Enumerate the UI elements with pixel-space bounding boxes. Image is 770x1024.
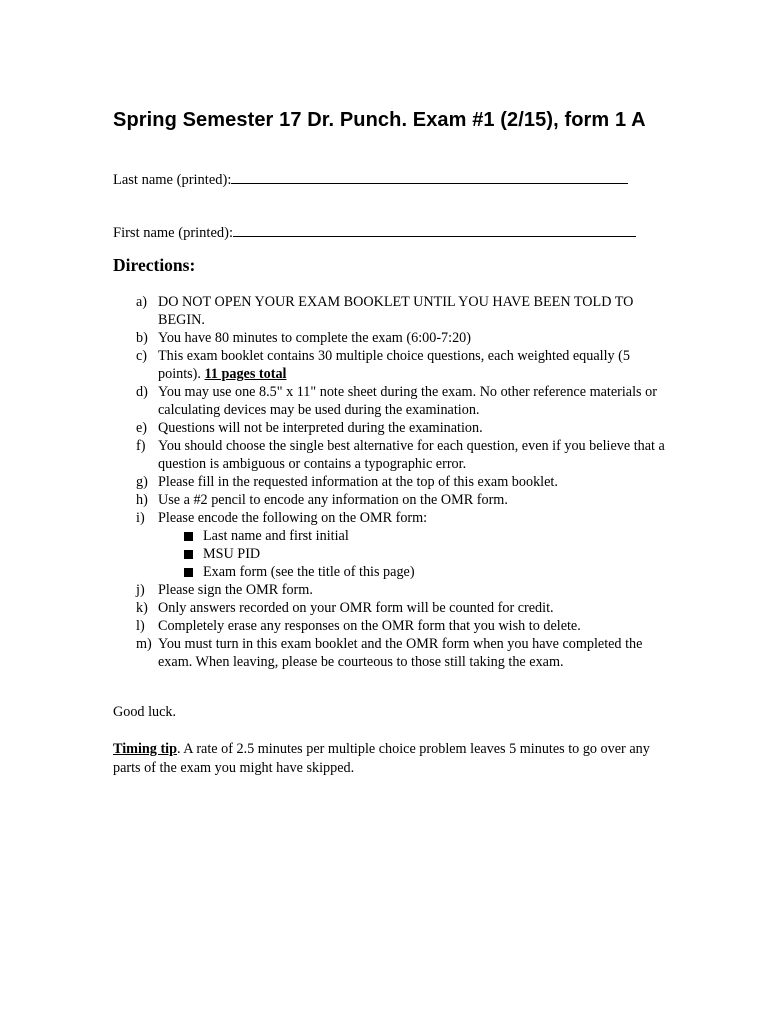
timing-tip-text: . A rate of 2.5 minutes per multiple choice problem leaves 5 minutes to go over any parts of the exam you might have skipped. <box>113 741 650 776</box>
pages-total-emphasis: 11 pages total <box>204 366 287 382</box>
list-item <box>113 509 673 581</box>
list-item <box>113 491 673 509</box>
list-item <box>113 383 673 419</box>
timing-tip <box>113 740 658 778</box>
square-bullet-icon <box>184 532 193 541</box>
item-letter: b) <box>136 330 148 346</box>
directions-list <box>113 293 673 671</box>
first-name-field[interactable] <box>113 221 636 242</box>
sub-item-text: MSU PID <box>203 546 261 562</box>
item-text: Use a #2 pencil to encode any information on the OMR form. <box>158 492 508 508</box>
last-name-line[interactable] <box>231 168 628 184</box>
item-letter: k) <box>136 600 148 616</box>
item-letter: l) <box>136 618 145 634</box>
item-text: Questions will not be interpreted during the examination. <box>158 420 483 436</box>
list-item <box>113 419 673 437</box>
omr-sublist <box>158 527 673 581</box>
list-item <box>113 293 673 329</box>
list-item <box>113 617 673 635</box>
item-text: Completely erase any responses on the OMR form that you wish to delete. <box>158 618 581 634</box>
directions-heading: Directions: <box>113 255 196 275</box>
item-letter: m) <box>136 636 152 652</box>
item-letter: a) <box>136 294 148 310</box>
square-bullet-icon <box>184 550 193 559</box>
item-letter: c) <box>136 348 148 364</box>
sub-list-item <box>158 545 673 563</box>
item-letter: g) <box>136 474 148 490</box>
item-text: Only answers recorded on your OMR form will be counted for credit. <box>158 600 554 616</box>
square-bullet-icon <box>184 568 193 577</box>
exam-title: Spring Semester 17 Dr. Punch. Exam #1 (2/15), form 1 A <box>113 109 646 131</box>
first-name-label: First name (printed): <box>113 225 234 241</box>
sub-list-item <box>158 527 673 545</box>
list-item <box>113 599 673 617</box>
list-item <box>113 347 673 383</box>
item-letter: i) <box>136 510 145 526</box>
list-item <box>113 329 673 347</box>
list-item <box>113 473 673 491</box>
item-text: Please encode the following on the OMR form: <box>158 510 428 526</box>
item-letter: f) <box>136 438 146 454</box>
list-item <box>113 437 673 473</box>
good-luck-text: Good luck. <box>113 704 177 720</box>
list-item <box>113 635 673 671</box>
list-item <box>113 581 673 599</box>
item-letter: j) <box>136 582 145 598</box>
item-letter: d) <box>136 384 148 400</box>
item-text: You must turn in this exam booklet and the OMR form when you have completed the exam. When leaving, please be courteous to those still taking the exam. <box>158 636 643 670</box>
timing-tip-label: Timing tip <box>113 741 177 757</box>
item-text: You have 80 minutes to complete the exam (6:00-7:20) <box>158 330 471 346</box>
item-text: Please fill in the requested information at the top of this exam booklet. <box>158 474 558 490</box>
sub-item-text: Last name and first initial <box>203 528 349 544</box>
sub-item-text: Exam form (see the title of this page) <box>203 564 415 580</box>
item-text: You should choose the single best alternative for each question, even if you believe that a question is ambiguous or contains a typographic error. <box>158 438 665 472</box>
last-name-label: Last name (printed): <box>113 172 232 188</box>
sub-list-item <box>158 563 673 581</box>
item-letter: h) <box>136 492 148 508</box>
first-name-line[interactable] <box>233 221 636 237</box>
item-text: Please sign the OMR form. <box>158 582 313 598</box>
item-letter: e) <box>136 420 148 436</box>
last-name-field[interactable] <box>113 168 628 189</box>
item-text: DO NOT OPEN YOUR EXAM BOOKLET UNTIL YOU HAVE BEEN TOLD TO BEGIN. <box>158 294 634 328</box>
item-text: This exam booklet contains 30 multiple choice questions, each weighted equally (5 points). <box>158 348 631 382</box>
item-text: You may use one 8.5" x 11" note sheet during the exam. No other reference materials or calculating devices may be used during the examination. <box>158 384 657 418</box>
